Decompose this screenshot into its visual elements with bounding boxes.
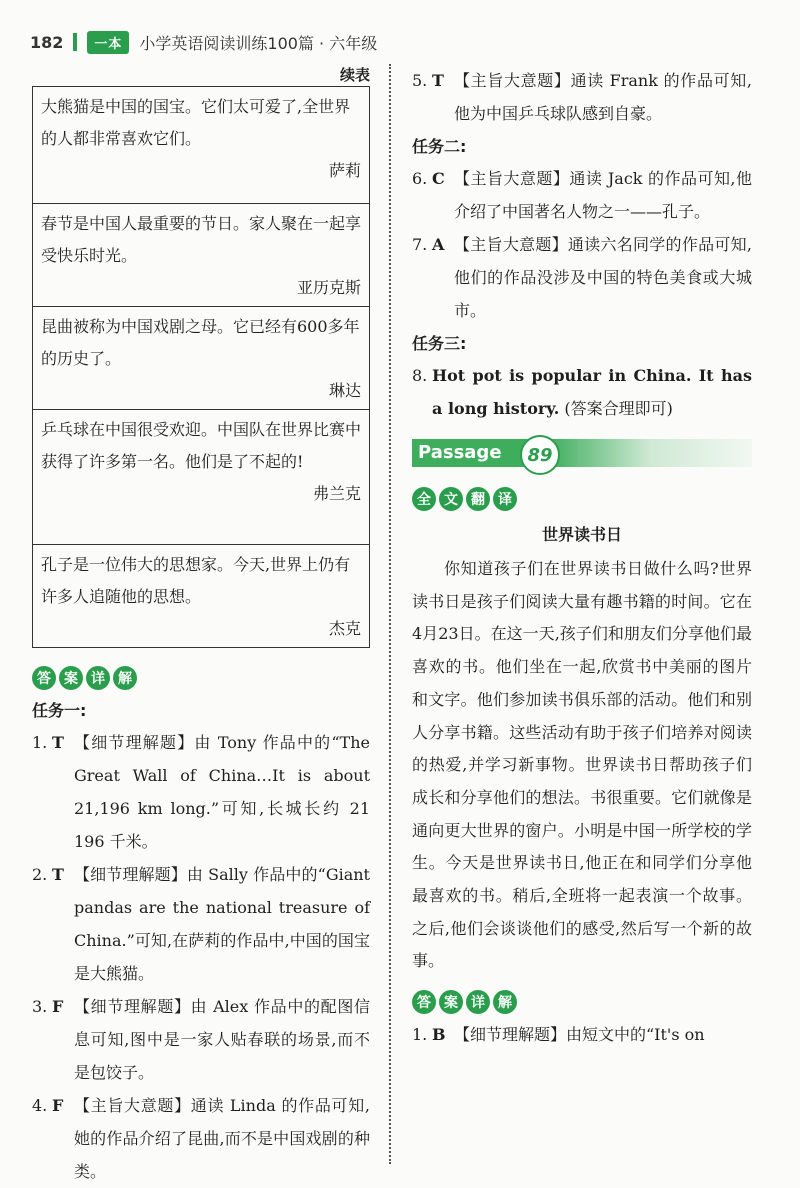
passage-banner bbox=[412, 433, 752, 473]
task1-heading: 任务一: bbox=[32, 701, 87, 720]
cell-author: 琳达 bbox=[328, 381, 361, 400]
left-column bbox=[32, 64, 370, 1188]
answer-number: 1. bbox=[412, 1025, 428, 1045]
answer-body bbox=[432, 359, 752, 425]
answer-key: T bbox=[52, 865, 64, 884]
table-row bbox=[33, 410, 370, 545]
badge-char: 解 bbox=[113, 666, 137, 690]
badge-char: 文 bbox=[439, 487, 463, 511]
badge-char: 答 bbox=[412, 990, 436, 1014]
answer-key: C bbox=[432, 169, 445, 188]
table-continued-label: 续表 bbox=[339, 66, 370, 84]
cell-author: 杰克 bbox=[328, 619, 361, 638]
answer-item bbox=[32, 990, 370, 1089]
page-number: 182 bbox=[30, 32, 64, 52]
task3-heading: 任务三: bbox=[412, 334, 467, 353]
answer-key: F bbox=[52, 1096, 64, 1115]
task2-heading: 任务二: bbox=[412, 137, 467, 156]
answer-key: A bbox=[432, 235, 445, 254]
answer-number: 3. bbox=[32, 997, 48, 1016]
answer-item bbox=[32, 1089, 370, 1188]
right-column bbox=[412, 64, 752, 1051]
answer-explanation-badge bbox=[412, 990, 752, 1014]
model-answer: Hot pot is popular in China. It has a long history. bbox=[432, 366, 752, 418]
answer-explanation-badge bbox=[32, 666, 370, 690]
answer-item bbox=[412, 228, 752, 327]
header-divider-bar bbox=[73, 33, 77, 51]
cell-text: 大熊猫是中国的国宝。它们太可爱了,全世界的人都非常喜欢它们。 bbox=[41, 97, 351, 148]
cell-text: 昆曲被称为中国戏剧之母。它已经有600多年的历史了。 bbox=[41, 317, 360, 368]
answer-number: 8. bbox=[412, 366, 428, 385]
answer-number: 6. bbox=[412, 169, 428, 188]
table-row bbox=[33, 87, 370, 204]
article-title: 世界读书日 bbox=[541, 525, 622, 544]
badge-char: 翻 bbox=[466, 487, 490, 511]
publisher-logo: 一本 bbox=[87, 31, 129, 54]
badge-char: 全 bbox=[412, 487, 436, 511]
passage-number: 89 bbox=[520, 435, 560, 475]
cell-text: 春节是中国人最重要的节日。家人聚在一起享受快乐时光。 bbox=[41, 214, 362, 265]
answer-key: B bbox=[432, 1025, 446, 1045]
full-translation-badge bbox=[412, 487, 752, 511]
answer-item bbox=[32, 858, 370, 990]
article-body: 你知道孩子们在世界读书日做什么吗?世界读书日是孩子们阅读大量有趣书籍的时间。它在4月23日。在这一天,孩子们和朋友们分享他们最喜欢的书。他们坐在一起,欣赏书中美丽的图片和文字。他们参加读书俱乐部的活动。他们和别人分享书籍。这些活动有助于孩子们培养对阅读的热爱,并学习新事物。世界读书日帮助孩子们成长和分享他们的想法。书很重要。它们就像是通向更大世界的窗户。小明是中国一所学校的学生。今天是世界读书日,他正在和同学们分享他最喜欢的书。稍后,全班将一起表演一个故事。之后,他们会谈谈他们的感受,然后写一个新的故事。 bbox=[412, 559, 752, 971]
answer-item bbox=[32, 726, 370, 858]
answer-item bbox=[412, 359, 752, 425]
answer-key: T bbox=[52, 733, 64, 752]
badge-char: 译 bbox=[493, 487, 517, 511]
answer-item bbox=[412, 1018, 752, 1051]
answer-explanation: 【细节理解题】由 Tony 作品中的“The Great Wall of China…It is about 21,196 km long.”可知,长城长约 21 196 千米。 bbox=[74, 733, 370, 851]
cell-text: 孔子是一位伟大的思想家。今天,世界上仍有许多人追随他的思想。 bbox=[41, 555, 351, 606]
answer-explanation: 【细节理解题】由 Alex 作品中的配图信息可知,图中是一家人贴春联的场景,而不是包饺子。 bbox=[74, 997, 370, 1082]
table-row bbox=[33, 204, 370, 307]
book-title: 小学英语阅读训练100篇 · 六年级 bbox=[139, 33, 378, 53]
answer-explanation: 【细节理解题】由短文中的“It's on bbox=[454, 1025, 705, 1045]
answer-number: 5. bbox=[412, 71, 428, 90]
translation-table bbox=[32, 86, 370, 648]
answer-explanation: 【主旨大意题】通读 Linda 的作品可知,她的作品介绍了昆曲,而不是中国戏剧的种类。 bbox=[74, 1096, 370, 1181]
answer-item bbox=[412, 162, 752, 228]
badge-char: 案 bbox=[59, 666, 83, 690]
badge-char: 案 bbox=[439, 990, 463, 1014]
cell-author: 萨莉 bbox=[328, 161, 361, 180]
answer-number: 1. bbox=[32, 733, 48, 752]
table-row bbox=[33, 307, 370, 410]
answer-explanation: 【主旨大意题】通读 Frank 的作品可知,他为中国乒乓球队感到自豪。 bbox=[454, 71, 752, 123]
cell-author: 弗兰克 bbox=[312, 484, 361, 503]
badge-char: 答 bbox=[32, 666, 56, 690]
cell-author: 亚历克斯 bbox=[296, 278, 361, 297]
answer-number: 4. bbox=[32, 1096, 48, 1115]
badge-char: 解 bbox=[493, 990, 517, 1014]
answer-explanation: 【主旨大意题】通读 Jack 的作品可知,他介绍了中国著名人物之一——孔子。 bbox=[454, 169, 752, 221]
answer-key: T bbox=[432, 71, 444, 90]
answer-explanation: 【主旨大意题】通读六名同学的作品可知,他们的作品没涉及中国的特色美食或大城市。 bbox=[454, 235, 752, 320]
page-header bbox=[30, 28, 377, 56]
cell-text: 乒乓球在中国很受欢迎。中国队在世界比赛中获得了许多第一名。他们是了不起的! bbox=[41, 420, 362, 471]
column-divider bbox=[389, 64, 391, 1164]
answer-note: (答案合理即可) bbox=[564, 399, 673, 418]
passage-label: Passage bbox=[418, 442, 502, 463]
table-row bbox=[33, 545, 370, 648]
badge-char: 详 bbox=[86, 666, 110, 690]
badge-char: 详 bbox=[466, 990, 490, 1014]
answer-key: F bbox=[52, 997, 64, 1016]
answer-explanation: 【细节理解题】由 Sally 作品中的“Giant pandas are the national treasure of China.”可知,在萨莉的作品中,中国的国宝是大熊猫。 bbox=[74, 865, 370, 983]
answer-number: 7. bbox=[412, 235, 428, 254]
answer-item bbox=[412, 64, 752, 130]
answer-number: 2. bbox=[32, 865, 48, 884]
